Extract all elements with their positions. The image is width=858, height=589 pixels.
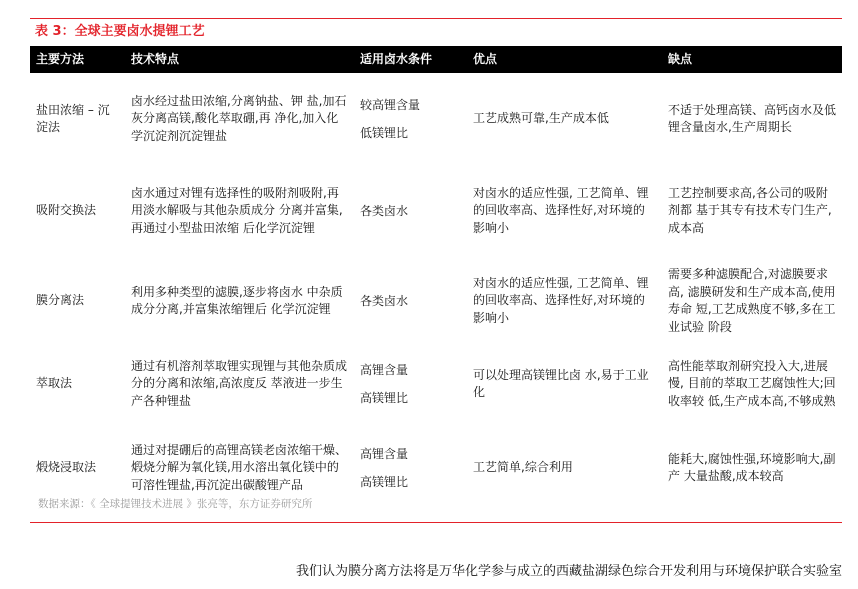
conditions-cell xyxy=(354,257,467,345)
table-row xyxy=(30,73,842,165)
header-method: 主要方法 xyxy=(30,46,125,73)
table-header-row xyxy=(30,46,842,73)
pros-cell: 工艺简单,综合利用 xyxy=(473,460,573,475)
body-paragraph: 我们认为膜分离方法将是万华化学参与成立的西藏盐湖绿色综合开发利用与环境保护联合实验室 xyxy=(295,564,842,579)
bottom-rule xyxy=(30,522,842,523)
method-cell: 萃取法 xyxy=(36,376,73,391)
header-conditions: 适用卤水条件 xyxy=(354,46,467,73)
condition-item: 各类卤水 xyxy=(360,204,409,218)
header-feature: 技术特点 xyxy=(125,46,354,73)
condition-item: 高镁锂比 xyxy=(360,391,409,405)
conditions-cell xyxy=(354,423,467,513)
table-title: 表 3：全球主要卤水提锂工艺 xyxy=(35,24,205,39)
pros-cell: 对卤水的适应性强, 工艺简单、锂的回收率高、选择性好,对环境的影响小 xyxy=(473,275,649,325)
method-cell: 煅烧浸取法 xyxy=(36,460,97,475)
conditions-cell xyxy=(354,165,467,257)
method-cell: 膜分离法 xyxy=(36,293,85,308)
condition-item: 较高锂含量 xyxy=(360,98,421,112)
cons-cell: 需要多种滤膜配合,对滤膜要求高, 滤膜研发和生产成本高,使用寿命 短,工艺成熟度不够,多在工业试验 阶段 xyxy=(668,267,836,334)
table-row xyxy=(30,257,842,345)
feature-cell: 卤水经过盐田浓缩,分离钠盐、钾 盐,加石灰分离高镁,酸化萃取硼,再 净化,加入化学沉淀剂沉淀锂盐 xyxy=(131,93,347,143)
feature-cell: 通过有机溶剂萃取锂实现锂与其他杂质成分的分离和浓缩,高浓度反 萃液进一步生产各种锂盐 xyxy=(131,358,348,408)
top-rule xyxy=(30,18,842,19)
condition-item: 高锂含量 xyxy=(360,363,409,377)
condition-item: 高镁锂比 xyxy=(360,475,409,489)
method-cell: 吸附交换法 xyxy=(36,203,97,218)
feature-cell: 利用多种类型的滤膜,逐步将卤水 中杂质成分分离,并富集浓缩锂后 化学沉淀锂 xyxy=(131,284,343,316)
condition-item: 高锂含量 xyxy=(360,447,409,461)
table-row xyxy=(30,165,842,257)
cons-cell: 工艺控制要求高,各公司的吸附剂都 基于其专有技术专门生产,成本高 xyxy=(668,185,832,235)
header-pros: 优点 xyxy=(467,46,662,73)
condition-item: 各类卤水 xyxy=(360,294,409,308)
table-row xyxy=(30,345,842,423)
source-note: 数据来源：《 全球提锂技术进展 》张亮等，东方证券研究所 xyxy=(38,498,313,510)
pros-cell: 可以处理高镁锂比卤 水,易于工业化 xyxy=(473,367,649,399)
cons-cell: 高性能萃取剂研究投入大,进展慢, 目前的萃取工艺腐蚀性大;回收率较 低,生产成本高,不够成熟 xyxy=(668,358,836,408)
conditions-cell xyxy=(354,345,467,423)
pros-cell: 工艺成熟可靠,生产成本低 xyxy=(473,111,609,126)
lithium-extraction-table xyxy=(30,46,842,513)
feature-cell: 卤水通过对锂有选择性的吸附剂吸附,再用淡水解吸与其他杂质成分 分离并富集,再通过小型盐田浓缩 后化学沉淀锂 xyxy=(131,185,343,235)
header-cons: 缺点 xyxy=(662,46,842,73)
method-cell: 盐田浓缩 – 沉淀法 xyxy=(36,102,110,134)
feature-cell: 通过对提硼后的高锂高镁老卤浓缩干燥、煅烧分解为氧化镁,用水溶出氧化镁中的可溶性锂盐,再沉淀出碳酸锂产品 xyxy=(131,442,348,492)
condition-item: 低镁锂比 xyxy=(360,126,409,140)
cons-cell: 能耗大,腐蚀性强,环境影响大,副产 大量盐酸,成本较高 xyxy=(668,451,836,483)
conditions-cell xyxy=(354,73,467,165)
pros-cell: 对卤水的适应性强, 工艺简单、锂的回收率高、选择性好,对环境的影响小 xyxy=(473,185,649,235)
cons-cell: 不适于处理高镁、高钙卤水及低锂含量卤水,生产周期长 xyxy=(668,102,837,134)
